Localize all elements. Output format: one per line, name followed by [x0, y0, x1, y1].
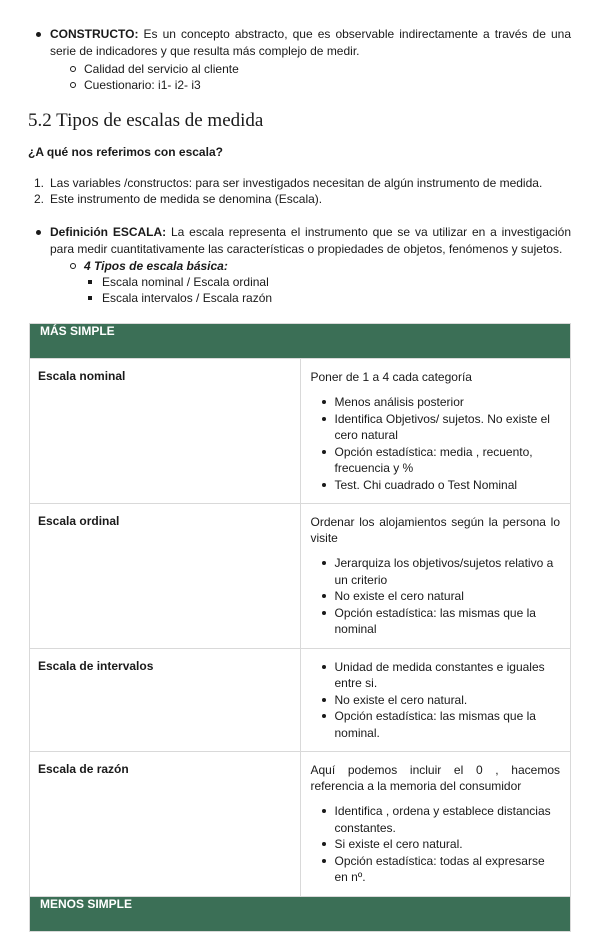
square-bullet-icon [88, 280, 92, 284]
table-row [30, 359, 571, 504]
bullet-icon [322, 859, 326, 863]
bullet-icon [322, 665, 326, 669]
list-item: Escala nominal / Escala ordinal [88, 274, 571, 290]
list-item: Opción estadística: media , recuento, frecuencia y % [311, 444, 561, 477]
section-question: ¿A qué nos referimos con escala? [28, 145, 223, 159]
list-item: 4 Tipos de escala básica: [70, 258, 571, 274]
table-row [30, 504, 571, 649]
bullet-icon [322, 417, 326, 421]
scales-table [29, 323, 571, 932]
list-item: Si existe el cero natural. [311, 836, 561, 853]
bullet-icon [322, 698, 326, 702]
top-header: MÁS SIMPLE [30, 324, 571, 359]
constructo-text: Es un concepto abstracto, que es observable indirectamente a través de una serie de indicadores y que resulta más complejo de medir. [50, 27, 571, 58]
definition-block [28, 224, 571, 306]
row-content [300, 648, 571, 752]
list-item: Menos análisis posterior [311, 394, 561, 411]
numbered-list [28, 175, 571, 207]
row-content: Ordenar los alojamientos según la persona lo visite Jerarquiza los objetivos/sujetos relativo a un criterio No existe el cero natural Opción estadística: las mismas que la nominal [300, 504, 571, 649]
bullet-icon [322, 450, 326, 454]
definition-bullet [28, 224, 571, 258]
definition-term: Definición ESCALA: [50, 225, 167, 239]
definition-text: La escala representa el instrumento que se va utilizar en a investigación para medir cuantitativamente las características o propiedades de objetos, fenómenos y sujetos. [50, 225, 572, 256]
row-content: Aquí podemos incluir el 0 , hacemos referencia a la memoria del consumidor Identifica , ordena y establece distancias constantes. Si existe el cero natural. Opción estadística: todas al expresarse en nº. [300, 752, 571, 897]
list-item: Unidad de medida constantes e iguales entre si. [311, 659, 561, 692]
table-row [30, 752, 571, 897]
bullet-icon [36, 32, 41, 37]
list-item: Cuestionario: i1- i2- i3 [70, 77, 571, 93]
bullet-icon [322, 809, 326, 813]
circle-bullet-icon [70, 263, 76, 269]
types-sublist [28, 258, 571, 306]
row-label: Escala ordinal [30, 504, 301, 649]
table-row [30, 648, 571, 752]
circle-bullet-icon [70, 66, 76, 72]
list-item: Opción estadística: todas al expresarse en nº. [311, 853, 561, 886]
constructo-term: CONSTRUCTO: [50, 27, 139, 41]
bullet-icon [322, 611, 326, 615]
list-item: 2. Este instrumento de medida se denomina (Escala). [34, 192, 323, 206]
list-item: Identifica , ordena y establece distancias constantes. [311, 803, 561, 836]
list-item: Jerarquiza los objetivos/sujetos relativo a un criterio [311, 555, 561, 588]
list-item: Calidad del servicio al cliente [70, 61, 571, 77]
row-label: Escala de razón [30, 752, 301, 897]
list-item: Opción estadística: las mismas que la nominal. [311, 708, 561, 741]
table-footer-row [30, 896, 571, 931]
section-title: 5.2 Tipos de escalas de medida [28, 110, 264, 131]
table-header-row [30, 324, 571, 359]
list-item: Identifica Objetivos/ sujetos. No existe el cero natural [311, 411, 561, 444]
row-content: Poner de 1 a 4 cada categoría Menos análisis posterior Identifica Objetivos/ sujetos. No existe el cero natural Opción estadística: media , recuento, frecuencia y % Test. Chi cuadrado o Test Nominal [300, 359, 571, 504]
bottom-header: MENOS SIMPLE [30, 896, 571, 931]
bullet-icon [322, 400, 326, 404]
bullet-icon [322, 594, 326, 598]
types-nested-list [70, 274, 571, 306]
bullet-icon [322, 714, 326, 718]
circle-bullet-icon [70, 82, 76, 88]
bullet-icon [322, 561, 326, 565]
list-item: 1. Las variables /constructos: para ser investigados necesitan de algún instrumento de medida. [34, 176, 543, 190]
list-item: Test. Chi cuadrado o Test Nominal [311, 477, 561, 494]
list-item: Opción estadística: las mismas que la nominal [311, 605, 561, 638]
row-label: Escala de intervalos [30, 648, 301, 752]
square-bullet-icon [88, 296, 92, 300]
bullet-icon [322, 483, 326, 487]
row-label: Escala nominal [30, 359, 301, 504]
list-item: No existe el cero natural [311, 588, 561, 605]
list-item: No existe el cero natural. [311, 692, 561, 709]
constructo-sublist [28, 61, 571, 93]
bullet-icon [322, 842, 326, 846]
constructo-bullet [28, 26, 571, 60]
section-heading-block [28, 110, 263, 132]
bullet-icon [36, 230, 41, 235]
constructo-block [28, 26, 571, 93]
list-item: Escala intervalos / Escala razón [88, 290, 571, 306]
